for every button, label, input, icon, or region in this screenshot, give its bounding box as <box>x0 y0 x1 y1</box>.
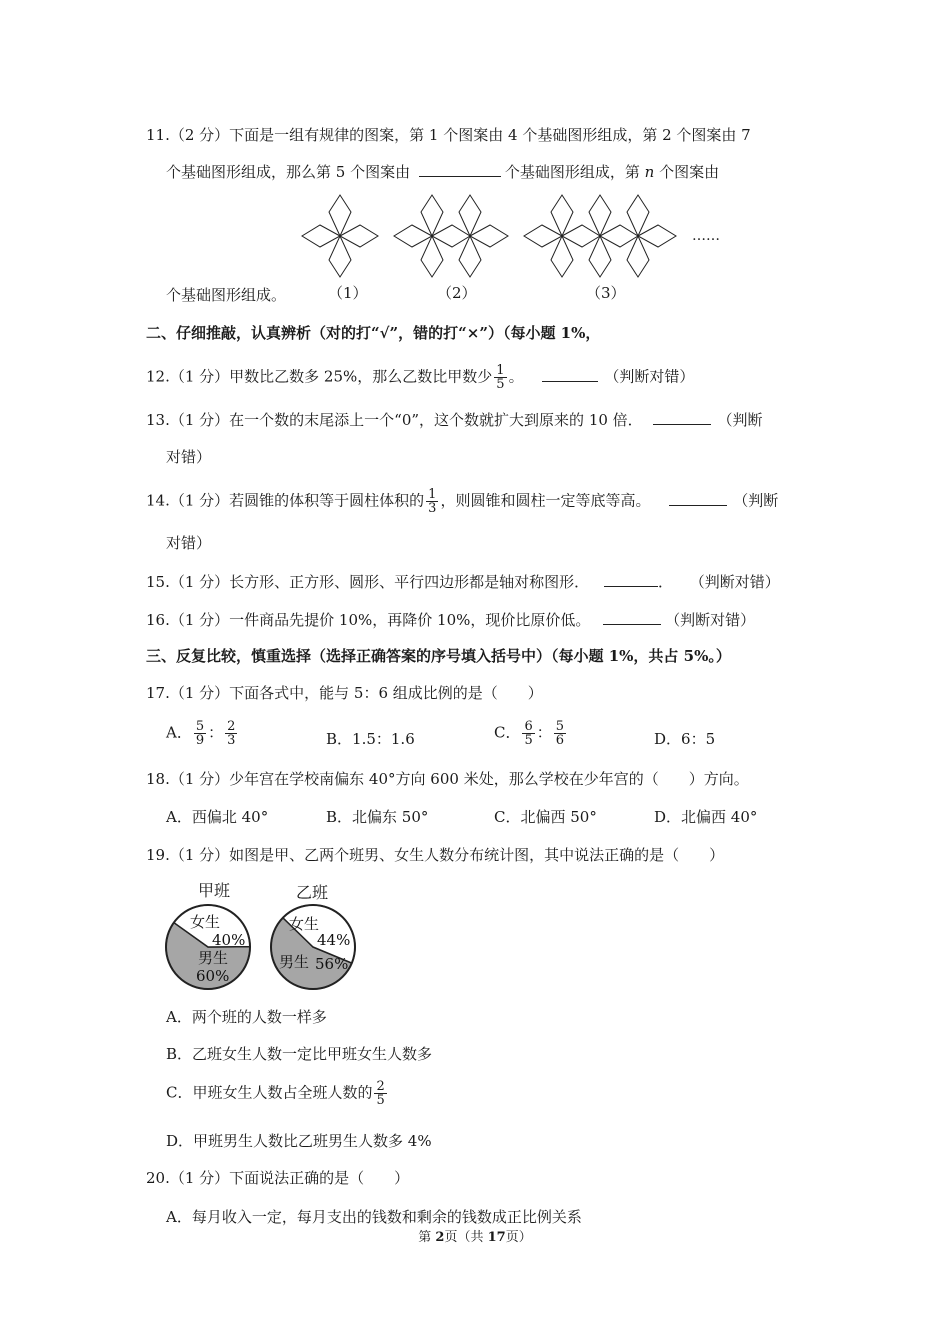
q18-option-c[interactable]: C．北偏西 50° <box>494 808 597 826</box>
q11-line2: 个基础图形组成，那么第 5 个图案由 个基础图形组成，第 n 个图案由 <box>166 160 719 183</box>
q11-line1: 11.（2 分）下面是一组有规律的图案，第 1 个图案由 4 个基础图形组成，第 2 个图案由 7 <box>146 126 751 144</box>
fig-label-3: （3） <box>586 284 626 302</box>
q19-option-b[interactable]: B．乙班女生人数一定比甲班女生人数多 <box>166 1045 433 1063</box>
q14-blank[interactable] <box>669 489 727 506</box>
pie-label-girls: 女生 <box>190 913 221 931</box>
q11-blank-1[interactable] <box>419 160 501 177</box>
q11-pattern-figure <box>296 192 736 280</box>
pie-value-girls: 40% <box>212 931 246 949</box>
page-total: 17 <box>487 1230 506 1245</box>
q13-line2: 对错） <box>166 448 212 466</box>
q18-option-a[interactable]: A．西偏北 40° <box>166 808 269 826</box>
pie-2-title: 乙班 <box>296 883 329 902</box>
q16: 16.（1 分）一件商品先提价 10%，再降价 10%，现价比原价低。 （判断对错） <box>146 608 755 631</box>
q12: 12.（1 分）甲数比乙数多 25%，那么乙数比甲数少 $\frac{1}{5}$ 。 （判断对错） <box>146 363 695 392</box>
q19-option-c[interactable]: C．甲班女生人数占全班人数的 $\frac{2}{5}$ <box>166 1079 385 1108</box>
fig-label-2: （2） <box>437 284 477 302</box>
pie-label-boys: 男生 <box>198 949 229 967</box>
q17-stem: 17.（1 分）下面各式中，能与 5：6 组成比例的是（ ） <box>146 684 543 702</box>
q18-option-d[interactable]: D．北偏西 40° <box>654 808 758 826</box>
q19-pie-charts <box>160 900 370 995</box>
q17-option-b[interactable]: B．1.5：1.6 <box>326 730 415 748</box>
q12-fraction: $\frac{1}{5}$ <box>496 363 505 392</box>
page-number: 2 <box>435 1230 445 1245</box>
q14-fraction: $\frac{1}{3}$ <box>428 487 437 516</box>
pie-chart-class-a <box>166 905 250 989</box>
q15-blank[interactable] <box>604 570 658 587</box>
q13-blank[interactable] <box>653 408 711 425</box>
page-footer: 第 2页（共 17页） <box>418 1230 532 1245</box>
q12-blank[interactable] <box>542 365 598 382</box>
q13-line1: 13.（1 分）在一个数的末尾添上一个“0”，这个数就扩大到原来的 10 倍． （判断 <box>146 408 762 431</box>
q19-stem: 19.（1 分）如图是甲、乙两个班男、女生人数分布统计图，其中说法正确的是（ ） <box>146 846 725 864</box>
q19-option-a[interactable]: A．两个班的人数一样多 <box>166 1008 327 1026</box>
q16-blank[interactable] <box>603 608 661 625</box>
q15: 15.（1 分）长方形、正方形、圆形、平行四边形都是轴对称图形． ． （判断对错） <box>146 570 780 593</box>
pie-1-title: 甲班 <box>198 881 231 900</box>
pie-chart-class-b <box>271 905 355 989</box>
pie-label-boys: 男生 <box>279 953 310 971</box>
fig-label-1: （1） <box>328 284 368 302</box>
section-2-heading: 二、仔细推敲，认真辨析（对的打“√”，错的打“×”）（每小题 1%， <box>146 324 601 342</box>
q11-line3: 个基础图形组成。 <box>166 286 287 304</box>
q17-option-a[interactable]: A． $\frac{5}{9}$ ： $\frac{2}{3}$ <box>166 719 236 748</box>
q14-line2: 对错） <box>166 534 212 552</box>
q18-option-b[interactable]: B．北偏东 50° <box>326 808 429 826</box>
pattern-3 <box>524 195 676 277</box>
q14-line1: 14.（1 分）若圆锥的体积等于圆柱体积的 $\frac{1}{3}$ ，则圆锥和圆柱一定等底等高。 （判断 <box>146 487 779 516</box>
pie-value-boys: 60% <box>196 967 230 985</box>
q19-option-d[interactable]: D．甲班男生人数比乙班男生人数多 4% <box>166 1132 432 1150</box>
pie-value-boys: 56% <box>315 955 349 973</box>
q20-option-a[interactable]: A．每月收入一定，每月支出的钱数和剩余的钱数成正比例关系 <box>166 1208 582 1226</box>
q20-stem: 20.（1 分）下面说法正确的是（ ） <box>146 1169 410 1187</box>
section-3-heading: 三、反复比较，慎重选择（选择正确答案的序号填入括号中）（每小题 1%，共占 5%。） <box>146 647 731 665</box>
q17-option-c[interactable]: C． $\frac{6}{5}$ ： $\frac{5}{6}$ <box>494 719 565 748</box>
pie-label-girls: 女生 <box>289 915 320 933</box>
q18-stem: 18.（1 分）少年宫在学校南偏东 40°方向 600 米处，那么学校在少年宫的（ ）方向。 <box>146 770 749 788</box>
pattern-2 <box>394 195 508 277</box>
pie-value-girls: 44% <box>317 931 351 949</box>
q17-option-d[interactable]: D．6：5 <box>654 730 716 748</box>
pattern-1 <box>302 195 378 277</box>
pattern-ellipsis: …… <box>692 228 720 244</box>
